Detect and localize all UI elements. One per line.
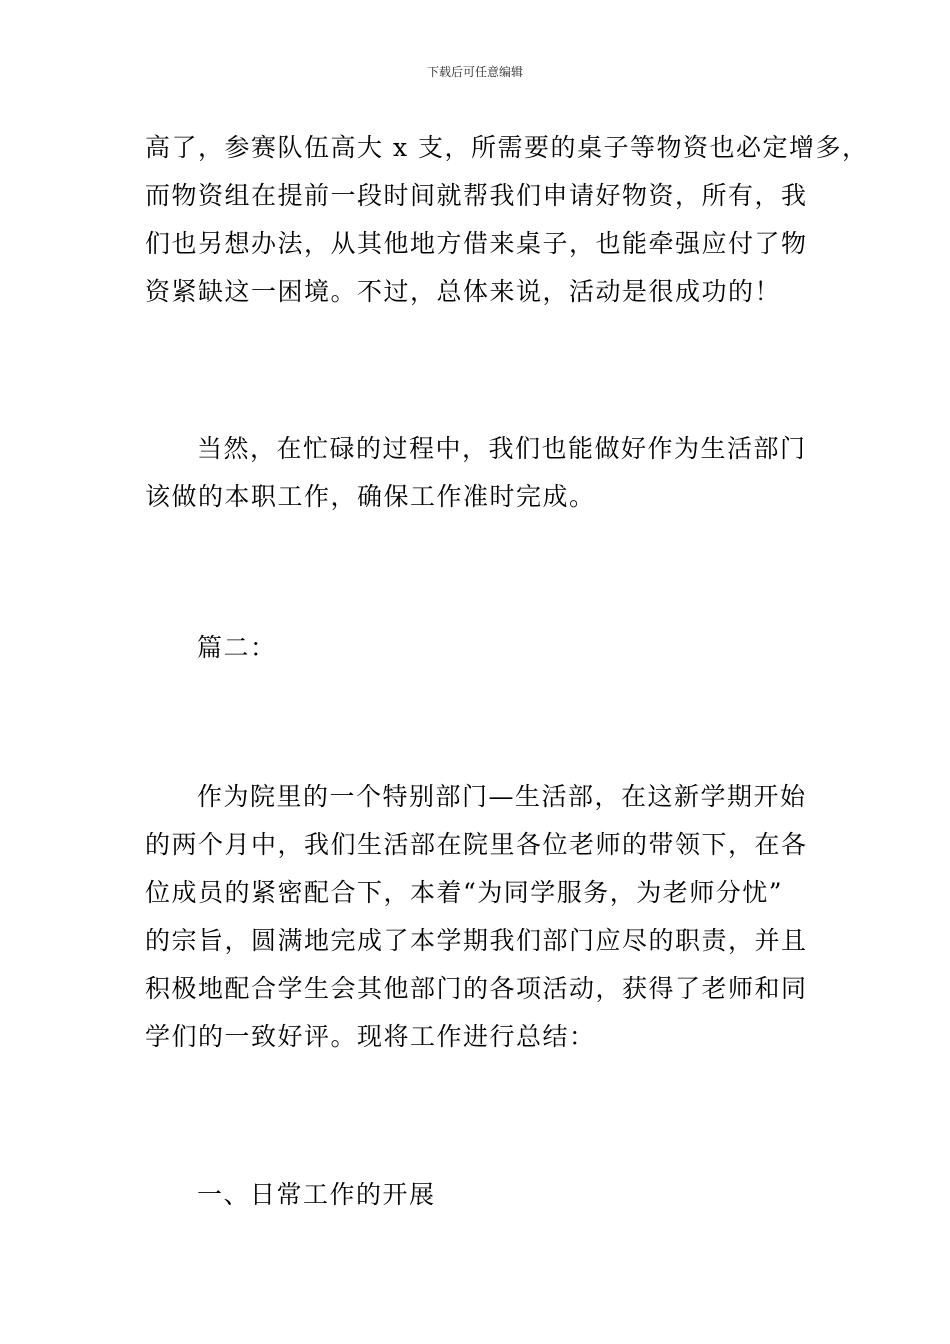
paragraph-intro [145,773,825,1061]
section-title: 篇二： [197,633,277,662]
paragraph-busy-process [145,425,825,521]
text-line: 资紧缺这一困境。不过，总体来说，活动是很成功的！ [145,277,782,306]
subsection-title: 一、日常工作的开展 [197,1180,436,1209]
text-line: 当然，在忙碌的过程中，我们也能做好作为生活部门 [197,434,807,463]
text-line: 积极地配合学生会其他部门的各项活动，获得了老师和同 [145,974,808,1003]
text-line: 的两个月中，我们生活部在院里各位老师的带领下，在各 [145,830,808,859]
subsection-heading [145,1171,825,1219]
text-line: 学们的一致好评。现将工作进行总结： [145,1022,596,1051]
text-line: 的宗旨，圆满地完成了本学期我们部门应尽的职责，并且 [145,926,808,955]
section-heading [145,624,825,672]
text-line: 而物资组在提前一段时间就帮我们申请好物资，所有，我 [145,181,808,210]
text-line: 作为院里的一个特别部门—生活部，在这新学期开始 [197,782,807,811]
page-header: 下载后可任意编辑 [426,65,523,79]
text-line: 位成员的紧密配合下，本着“为同学服务，为老师分忧” [145,878,784,907]
text-line: 该做的本职工作，确保工作准时完成。 [145,482,596,511]
text-line: 高了，参赛队伍高大 x 支，所需要的桌子等物资也必定增多， [145,133,869,162]
paragraph-continuation [145,124,869,316]
text-line: 们也另想办法，从其他地方借来桌子，也能牵强应付了物 [145,229,808,258]
